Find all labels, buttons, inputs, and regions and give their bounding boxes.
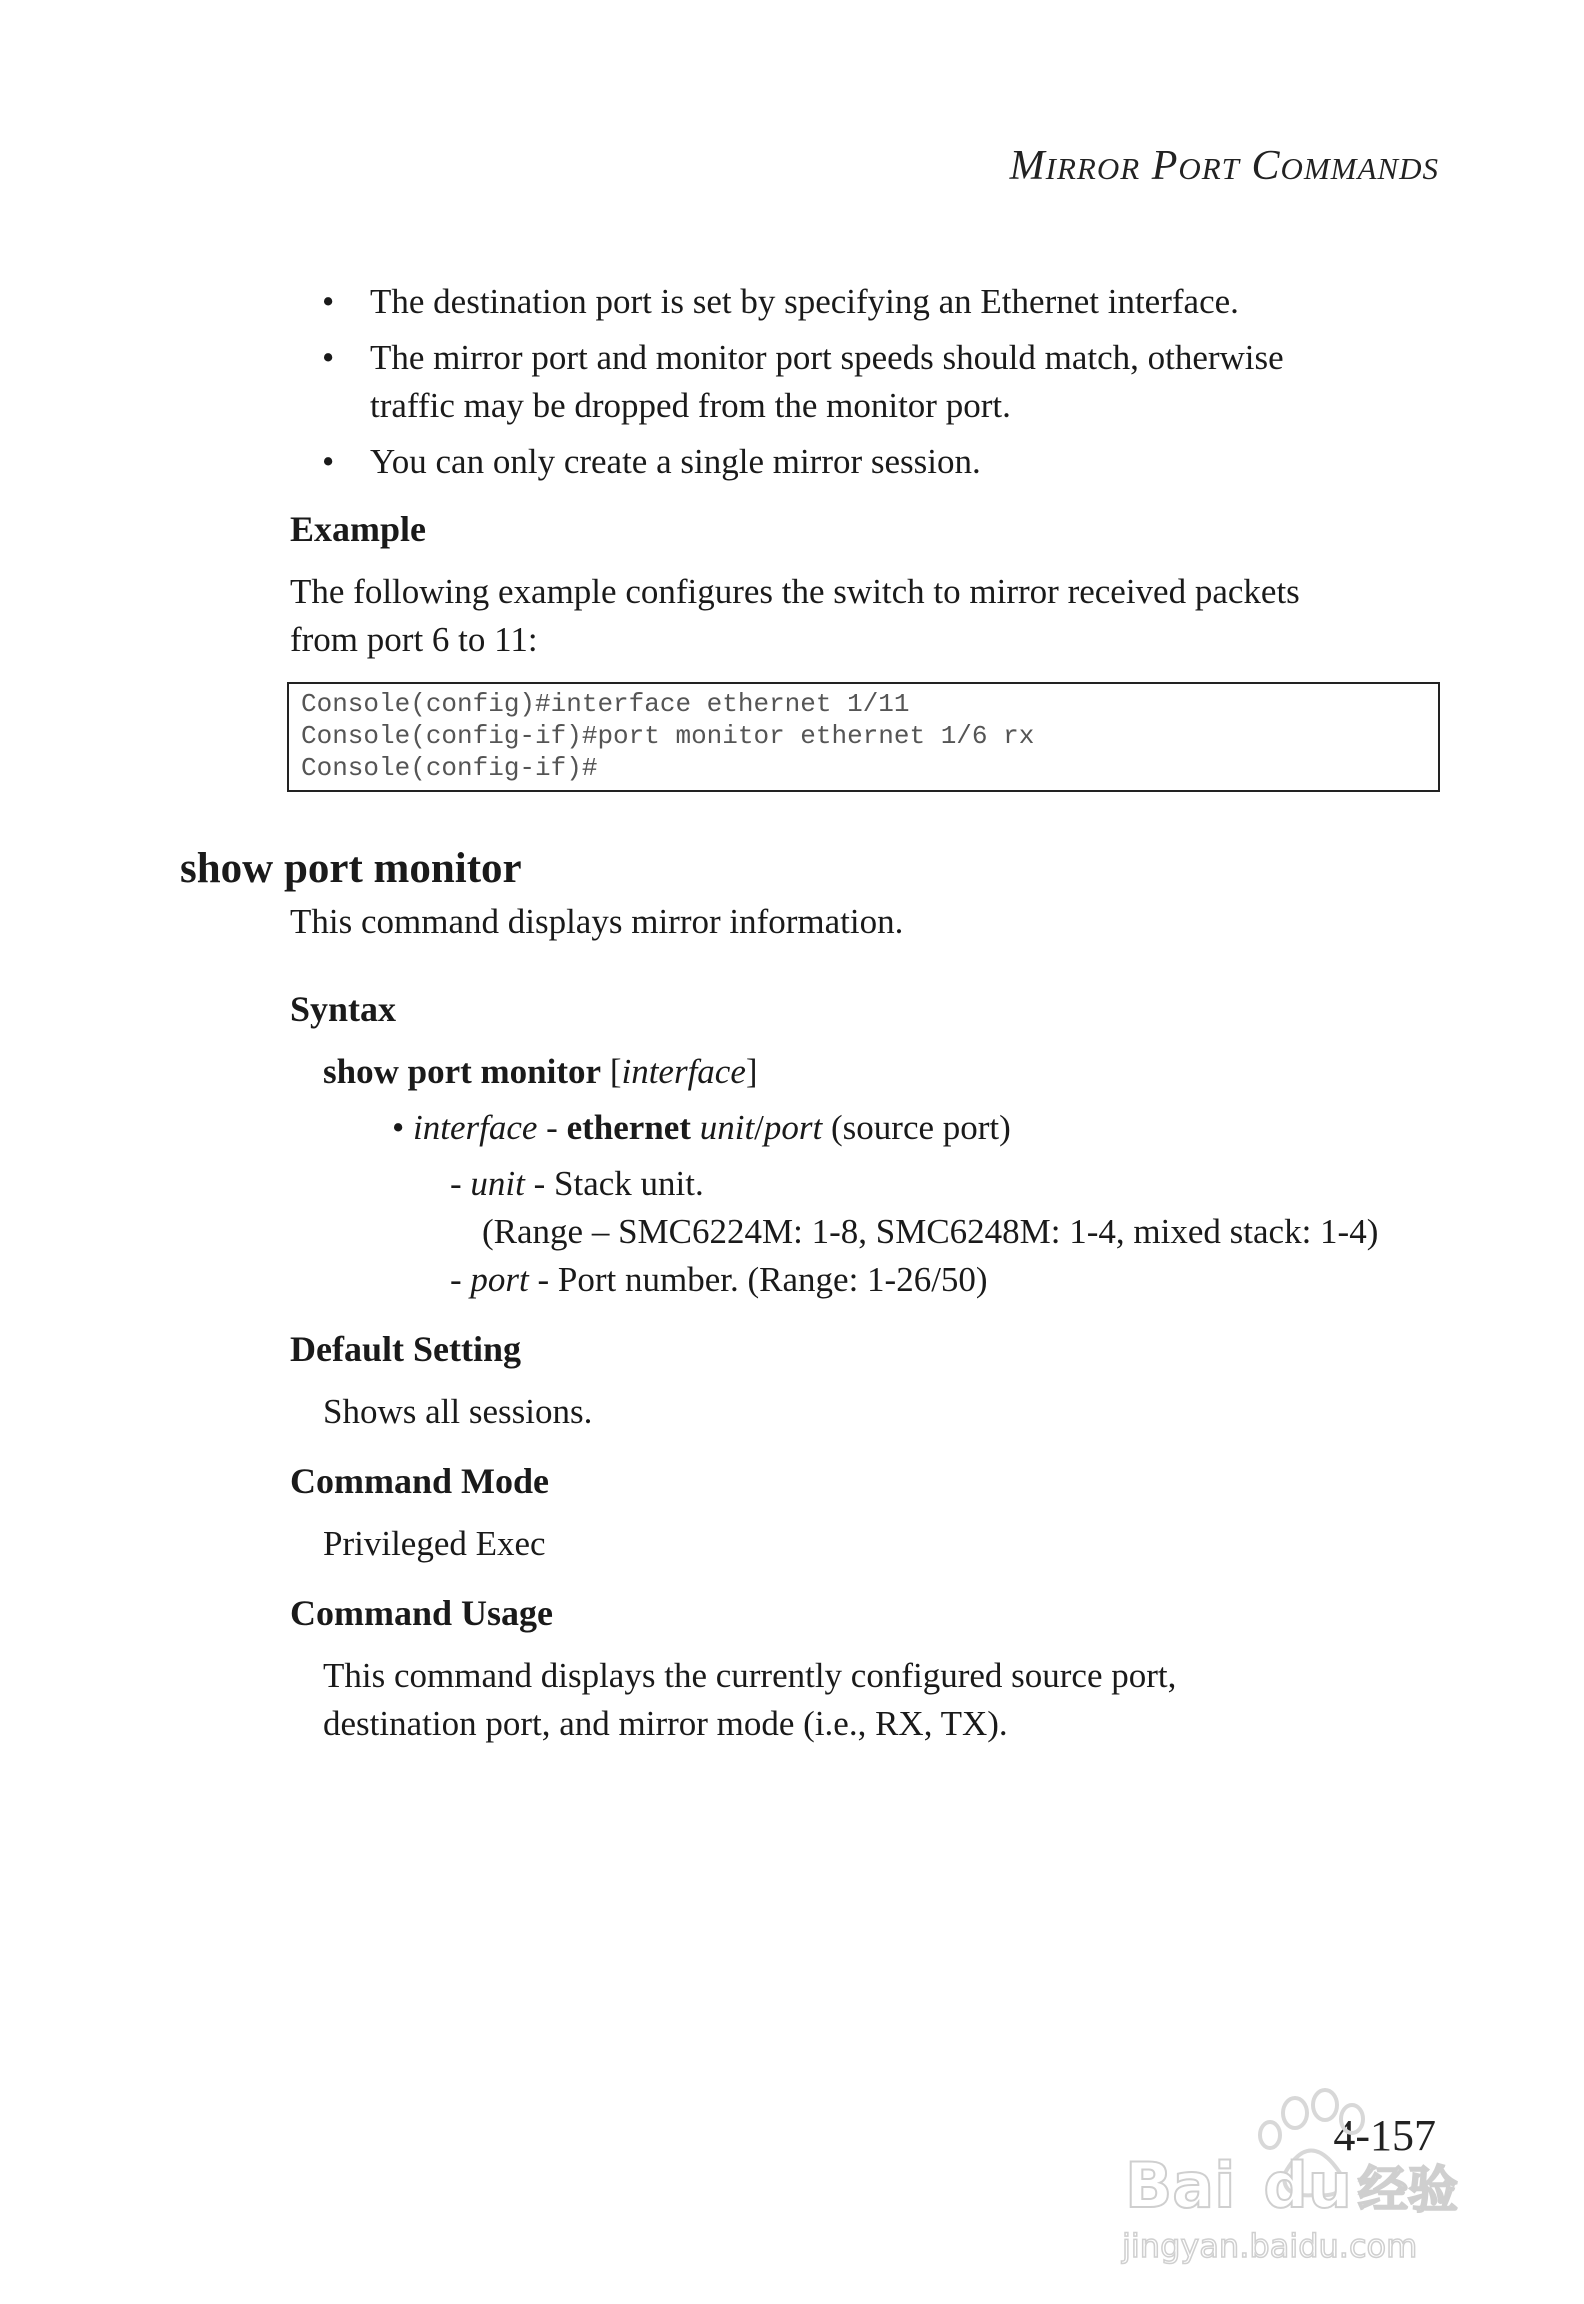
syntax-unit-item: - unit - Stack unit. — [450, 1164, 704, 1203]
section-description: This command displays mirror information. — [290, 902, 904, 941]
page-number: 4-157 — [1333, 2111, 1436, 2160]
code-line: Console(config)#interface ethernet 1/11 — [301, 689, 910, 719]
example-text: The following example configures the switch to mirror received packets from port 6 to 11: — [290, 572, 1300, 659]
bullet-item: • You can only create a single mirror session. — [322, 438, 1452, 486]
command-usage-heading: Command Usage — [290, 1593, 554, 1633]
running-header: MIRROR PORT COMMANDS — [1009, 143, 1439, 189]
command-usage-text: This command displays the currently configured source port, destination port, and mirror mode (i.e., RX, TX). — [323, 1656, 1177, 1743]
section-title: show port monitor — [180, 845, 522, 892]
default-setting-heading: Default Setting — [290, 1329, 521, 1369]
command-mode-text: Privileged Exec — [323, 1524, 546, 1563]
bullet-icon: • — [392, 1108, 405, 1147]
code-line: Console(config-if)# — [301, 753, 598, 783]
bullet-item: • The destination port is set by specifying an Ethernet interface. — [322, 278, 1452, 326]
bullet-icon: • — [322, 338, 335, 377]
bullet-icon: • — [322, 282, 335, 321]
syntax-heading: Syntax — [290, 989, 397, 1029]
baidu-watermark: Bai du 经验 jingyan.baidu.com — [1120, 2085, 1510, 2270]
syntax-command: show port monitor [interface] — [323, 1052, 758, 1091]
bullet-icon: • — [322, 442, 335, 481]
example-heading: Example — [290, 509, 427, 549]
syntax-unit-range: (Range – SMC6224M: 1-8, SMC6248M: 1-4, mixed stack: 1-4) — [482, 1212, 1379, 1251]
default-setting-text: Shows all sessions. — [323, 1392, 593, 1431]
syntax-port-item: - port - Port number. (Range: 1-26/50) — [450, 1260, 988, 1299]
command-mode-heading: Command Mode — [290, 1461, 549, 1501]
bullet-item: • The mirror port and monitor port speeds should match, otherwise traffic may be dropped from the monitor port. — [322, 334, 1452, 430]
code-line: Console(config-if)#port monitor ethernet 1/6 rx — [301, 721, 1035, 751]
syntax-param-item: • interface - ethernet unit/port (source port) — [392, 1108, 1011, 1147]
code-block — [287, 682, 1440, 792]
